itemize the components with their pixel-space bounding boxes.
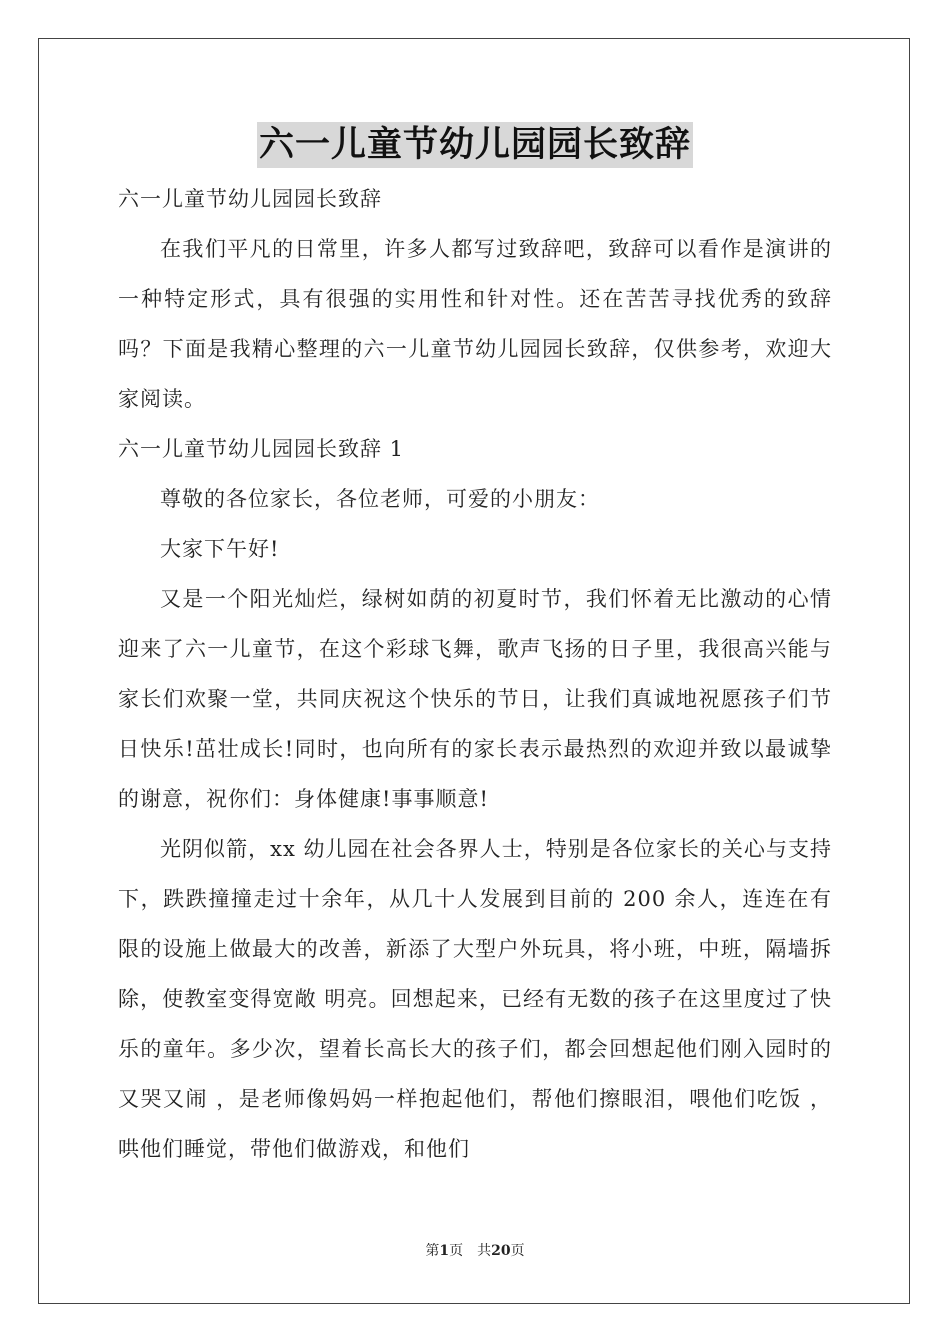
document-body — [118, 174, 832, 1174]
footer-total-pages: 20 — [491, 1243, 511, 1259]
paragraph-1: 在我们平凡的日常里，许多人都写过致辞吧，致辞可以看作是演讲的一种特定形式，具有很强的实用性和针对性。还在苦苦寻找优秀的致辞吗？下面是我精心整理的六一儿童节幼儿园园长致辞，仅供参考，欢迎大家阅读。 — [118, 237, 832, 411]
paragraph-3: 尊敬的各位家长，各位老师，可爱的小朋友： — [160, 487, 600, 511]
footer-suffix: 页 — [510, 1243, 525, 1259]
document-title: 六一儿童节幼儿园园长致辞 — [257, 122, 693, 168]
paragraph-0: 六一儿童节幼儿园园长致辞 — [118, 187, 382, 211]
footer-mid: 页 共 — [449, 1243, 492, 1259]
footer-prefix: 第 — [425, 1243, 440, 1259]
paragraph-2: 六一儿童节幼儿园园长致辞 1 — [118, 437, 405, 461]
paragraph-4: 大家下午好! — [160, 537, 280, 561]
title-wrap — [0, 122, 950, 168]
paragraph-6: 光阴似箭，xx 幼儿园在社会各界人士，特别是各位家长的关心与支持下，跌跌撞撞走过十余年，从几十人发展到目前的 200 余人，连连在有限的设施上做最大的改善，新添了大型户外玩具，将小班，中班，隔墙拆除，使教室变得宽敞 明亮。回想起来，已经有无数的孩子在这里度过了快乐的童年。多少次，望着长高长大的孩子们，都会回想起他们刚入园时的又哭又闹 ，是老师像妈妈一样抱起他们，帮他们擦眼泪，喂他们吃饭 ，哄他们睡觉，带他们做游戏，和他们 — [118, 837, 832, 1161]
page-footer — [0, 1240, 950, 1260]
footer-page-number: 1 — [439, 1243, 450, 1259]
paragraph-5: 又是一个阳光灿烂，绿树如荫的初夏时节，我们怀着无比激动的心情迎来了六一儿童节，在这个彩球飞舞，歌声飞扬的日子里，我很高兴能与家长们欢聚一堂，共同庆祝这个快乐的节日，让我们真诚地祝愿孩子们节日快乐!茁壮成长!同时，也向所有的家长表示最热烈的欢迎并致以最诚挚的谢意，祝你们：身体健康!事事顺意! — [118, 587, 832, 811]
